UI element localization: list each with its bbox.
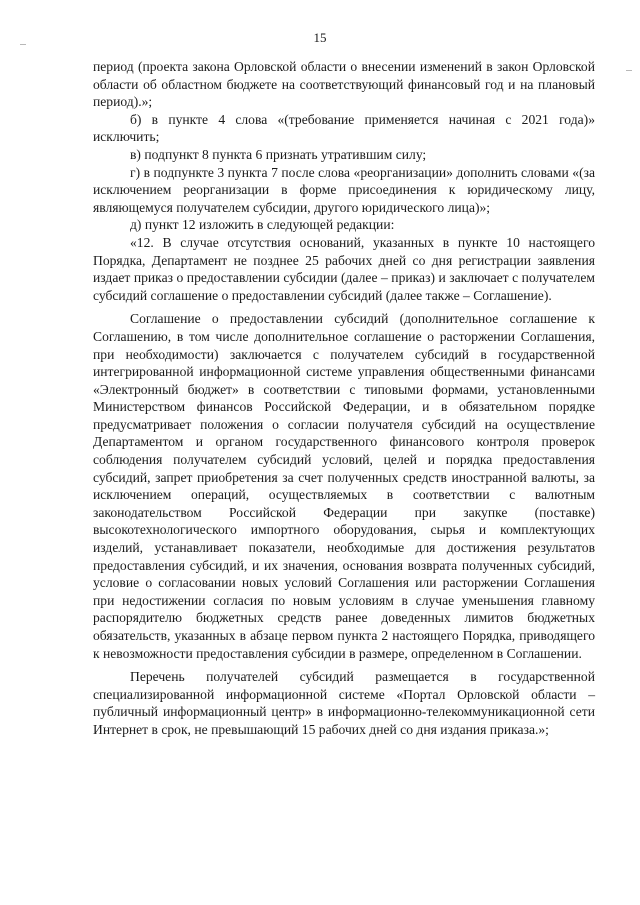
paragraph: в) подпункт 8 пункта 6 признать утратившим силу; bbox=[130, 146, 427, 162]
document-body bbox=[93, 58, 595, 739]
paragraph: Соглашение о предоставлении субсидий (дополнительное соглашение к Соглашению, в том числе дополнительное соглашение о расторжении Соглашения, при необходимости) заключается с получателем субсидий в государственной интегрированной информационной системе управления общественными финансами «Электронный бюджет» в соответствии с типовыми формами, установленными Министерством финансов Российской Федерации, и в обязательном порядке предусматривает положения о согласии получателя субсидий на осуществление Департаментом и органом государственного финансового контроля проверок соблюдения получателем субсидий условий, целей и порядка предоставления субсидий, запрет приобретения за счет полученных средств иностранной валюты, за исключением операций, осуществляемых в соответствии с валютным законодательством Российской Федерации при закупке (поставке) высокотехнологического импортного оборудования, сырья и комплектующих изделий, устанавливает показатели, необходимые для достижения результатов предоставления субсидий, и их значения, основания возврата полученных субсидий, условие о согласовании новых условий Соглашения или расторжении Соглашения при недостижении согласия по новым условиям в случае уменьшения главному распорядителю бюджетных средств ранее доведенных лимитов бюджетных обязательств, указанных в абзаце первом пункта 2 настоящего Порядка, приводящего к невозможности предоставления субсидии в размере, определенном в Соглашении. bbox=[93, 311, 595, 661]
page-number: 15 bbox=[313, 30, 327, 45]
paragraph: б) в пункте 4 слова «(требование применяется начиная с 2021 года)» исключить; bbox=[93, 111, 595, 145]
paragraph: г) в подпункте 3 пункта 7 после слова «реорганизации» дополнить словами «(за исключением реорганизации в форме присоединения к юридическому лицу, являющемуся получателем субсидии, другого юридического лица)»; bbox=[93, 164, 595, 215]
paragraph: период (проекта закона Орловской области о внесении изменений в закон Орловской области об областном бюджете на соответствующий финансовый год и на плановый период).»; bbox=[93, 59, 595, 110]
paragraph: Перечень получателей субсидий размещается в государственной специализированной информационной системе «Портал Орловской области – публичный информационный центр» в информационно-телекоммуникационной сети Интернет в срок, не превышающий 15 рабочих дней со дня издания приказа.»; bbox=[93, 669, 595, 737]
scan-artifact-mark bbox=[626, 70, 632, 71]
paragraph: д) пункт 12 изложить в следующей редакции: bbox=[130, 217, 395, 233]
paragraph: «12. В случае отсутствия оснований, указанных в пункте 10 настоящего Порядка, Департамент не позднее 25 рабочих дней со дня регистрации заявления издает приказ о предоставлении субсидии (далее – приказ) и заключает с получателем субсидий соглашение о предоставлении субсидий (далее также – Соглашение). bbox=[93, 234, 595, 303]
